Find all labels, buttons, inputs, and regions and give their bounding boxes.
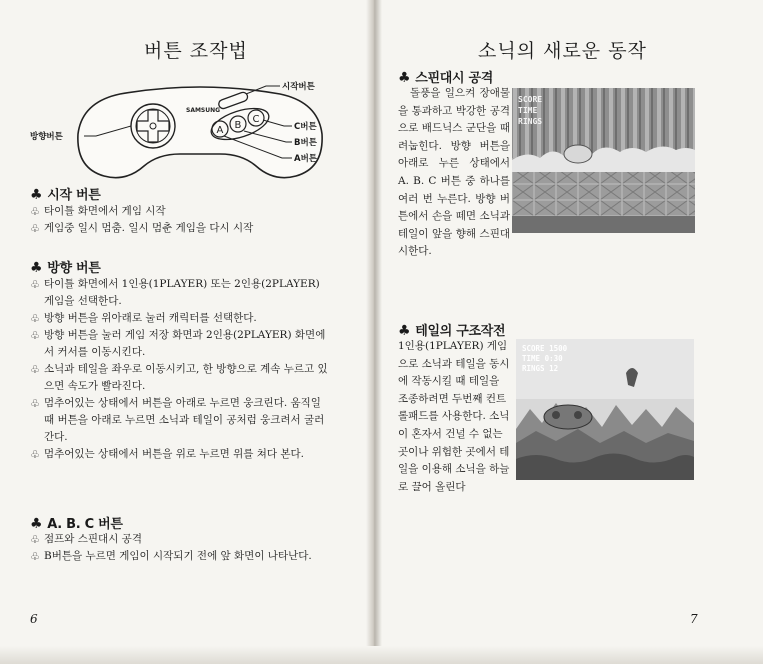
list-item: ♧ 타이틀 화면에서 1인용(1PLAYER) 또는 2인용(2PLAYER) 게임을 선택한다. [30, 278, 320, 307]
b-letter: B [234, 120, 242, 131]
controller-body [78, 87, 322, 178]
bullet-icon: ♧ [30, 397, 40, 410]
bullet-icon: ♧ [30, 278, 40, 291]
tails-section-heading: ♣ 테일의 구조작전 [398, 323, 506, 339]
abc-section-heading: ♣ A. B. C 버튼 [30, 516, 123, 532]
bullet-icon: ♧ [30, 533, 40, 546]
bullet-icon: ♧ [30, 550, 40, 563]
controller-brand: SAMSUNG [186, 107, 221, 114]
abc-list [30, 531, 332, 565]
hud-time-value: TIME 0:30 [522, 354, 563, 363]
right-page-number: 7 [690, 612, 698, 626]
club-icon: ♣ [30, 187, 43, 203]
image-float-spacer [510, 338, 698, 488]
c-button-label: C버튼 [294, 122, 317, 132]
bullet-icon: ♧ [30, 329, 40, 342]
club-icon: ♣ [30, 260, 43, 276]
list-item: ♧ 타이틀 화면에서 게임 시작 [30, 205, 166, 218]
c-letter: C [252, 114, 260, 125]
hud-time-label: TIME [518, 106, 538, 115]
image-float-spacer [510, 85, 750, 243]
hud-rings-label: RINGS [518, 117, 543, 126]
controller-illustration [60, 76, 340, 188]
start-button-section-heading: ♣ 시작 버튼 [30, 187, 101, 203]
book-gutter [366, 0, 382, 664]
left-page-number: 6 [30, 612, 38, 626]
list-item: ♧ 점프와 스핀대시 공격 [30, 533, 142, 546]
club-icon: ♣ [398, 323, 411, 339]
list-item: ♧ B버튼을 누르면 게임이 시작되기 전에 앞 화면이 나타난다. [30, 550, 312, 563]
bullet-icon: ♧ [30, 312, 40, 325]
dpad-label: 방향버튼 [30, 132, 63, 142]
b-button-label: B버튼 [294, 138, 317, 148]
club-icon: ♣ [30, 516, 43, 532]
bullet-icon: ♧ [30, 363, 40, 376]
a-letter: A [216, 125, 224, 136]
list-item: ♧ 멈추어있는 상태에서 버튼을 아래로 누르면 웅크린다. 움직일 때 버튼을 아래로 누르면 소닉과 테일이 공처럼 웅크려서 굴러간다. [30, 397, 325, 443]
left-page-title: 버튼 조작법 [144, 40, 248, 62]
list-item: ♧ 게임중 일시 멈춤. 일시 멈춘 게임을 다시 시작 [30, 222, 254, 235]
list-item: ♧ 소닉과 테일을 좌우로 이동시키고, 한 방향으로 계속 누르고 있으면 속도가 빨라진다. [30, 363, 328, 392]
club-icon: ♣ [398, 70, 411, 86]
a-button-label: A버튼 [294, 154, 318, 164]
hud-score-value: SCORE 1500 [522, 344, 568, 353]
bullet-icon: ♧ [30, 205, 40, 218]
hud-rings-value: RINGS 12 [522, 364, 559, 373]
spindash-section-heading: ♣ 스핀대시 공격 [398, 70, 494, 86]
tails-text-narrow [398, 338, 698, 496]
list-item: ♧ 멈추어있는 상태에서 버튼을 위로 누르면 위를 쳐다 본다. [30, 448, 304, 461]
dpad-section-heading: ♣ 방향 버튼 [30, 260, 101, 276]
hud-score-label: SCORE [518, 95, 543, 104]
spindash-description: 돌풍을 일으켜 장애물을 통과하고 박강한 공격으로 배드닉스 군단을 때려눕힌다. 방향 버튼을 아래로 누른 상태에서 A. B. C 버튼 중 하나를 여러 번 누른다. 방향 버튼에서 손을 떼면 소닉과 테일이 앞을 향해 스핀대시한다. [398, 85, 750, 261]
page-bottom-edge [0, 646, 763, 664]
start-button-label: 시작버튼 [282, 82, 315, 92]
bullet-icon: ♧ [30, 222, 40, 235]
tails-description: 1인용(1PLAYER) 게임으로 소닉과 테일을 동시에 작동시킬 때 테일을 조종하려면 두번째 컨트롤패드를 사용한다. 소닉이 혼자서 건널 수 없는 곳이나 위험한 곳에서 테일을 이용해 소닉을 하늘로 끌어 올린다 [398, 338, 698, 496]
bullet-icon: ♧ [30, 448, 40, 461]
dpad-list [30, 276, 332, 463]
spindash-text-narrow [398, 85, 750, 261]
start-button-list [30, 203, 335, 237]
right-page-title: 소닉의 새로운 동작 [478, 40, 647, 62]
list-item: ♧ 방향 버튼을 위아래로 눌러 캐릭터를 선택한다. [30, 312, 257, 325]
list-item: ♧ 방향 버튼을 눌러 게임 저장 화면과 2인용(2PLAYER) 화면에서 커서를 이동시킨다. [30, 329, 326, 358]
